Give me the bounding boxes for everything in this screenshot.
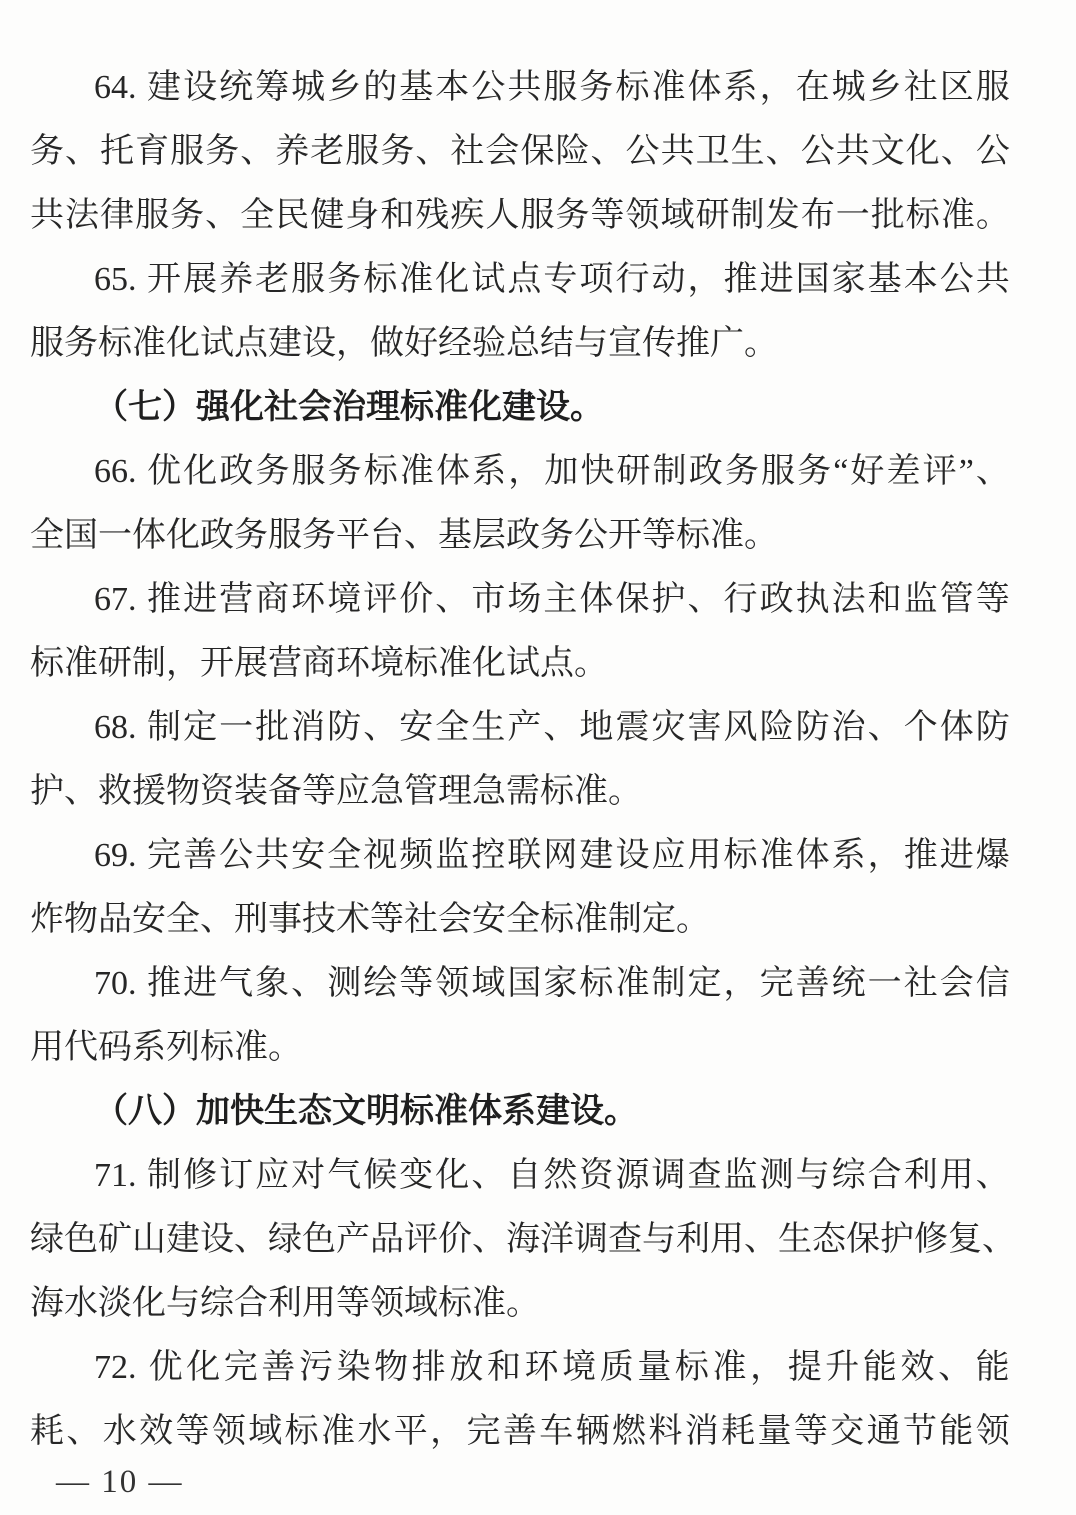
- paragraph-65-line-1: 65. 开 展 养 老 服 务 标 准 化 试 点 专 项 行 动 ， 推 进 国 家 基 本 公 共: [94, 261, 1010, 298]
- paragraph-69-line-1: 69. 完 善 公 共 安 全 视 频 监 控 联 网 建 设 应 用 标 准 体 系 ， 推 进 爆: [94, 837, 1010, 874]
- paragraph-65-line-2: 服务标准化试点建设，做好经验总结与宣传推广。: [30, 325, 778, 362]
- document-body: [30, 56, 1016, 1464]
- paragraph-69-line-2: 炸物品安全、刑事技术等社会安全标准制定。: [30, 901, 710, 938]
- paragraph-66-line-1: 66. 优 化 政 务 服 务 标 准 体 系 ， 加 快 研 制 政 务 服 务 “ 好 差 评 ” 、: [94, 453, 1010, 490]
- section-heading-7: （七）强化社会治理标准化建设。: [94, 389, 604, 426]
- paragraph-66-line-2: 全国一体化政务服务平台、基层政务公开等标准。: [30, 517, 778, 554]
- paragraph-72-line-1: 72. 优 化 完 善 污 染 物 排 放 和 环 境 质 量 标 准 ， 提 升 能 效 、 能: [94, 1349, 1010, 1386]
- paragraph-68-line-2: 护、救援物资装备等应急管理急需标准。: [30, 773, 642, 810]
- section-heading-8: （八）加快生态文明标准体系建设。: [94, 1093, 638, 1130]
- paragraph-70-line-2: 用代码系列标准。: [30, 1029, 302, 1066]
- paragraph-72-line-2: 耗 、 水 效 等 领 域 标 准 水 平 ， 完 善 车 辆 燃 料 消 耗 量 等 交 通 节 能 领: [30, 1413, 1010, 1450]
- paragraph-67-line-1: 67. 推 进 营 商 环 境 评 价 、 市 场 主 体 保 护 、 行 政 执 法 和 监 管 等: [94, 581, 1010, 618]
- paragraph-71-line-1: 71. 制 修 订 应 对 气 候 变 化 、 自 然 资 源 调 查 监 测 与 综 合 利 用 、: [94, 1157, 1010, 1194]
- paragraph-70-line-1: 70. 推 进 气 象 、 测 绘 等 领 域 国 家 标 准 制 定 ， 完 善 统 一 社 会 信: [94, 965, 1010, 1002]
- paragraph-64-line-2: 务 、 托 育 服 务 、 养 老 服 务 、 社 会 保 险 、 公 共 卫 生 、 公 共 文 化 、 公: [30, 133, 1010, 170]
- paragraph-71-line-2: 绿 色 矿 山 建 设 、 绿 色 产 品 评 价 、 海 洋 调 查 与 利 用 、 生 态 保 护 修 复 、: [30, 1221, 1016, 1258]
- paragraph-71-line-3: 海水淡化与综合利用等领域标准。: [30, 1285, 540, 1322]
- paragraph-64-line-1: 64. 建 设 统 筹 城 乡 的 基 本 公 共 服 务 标 准 体 系 ， 在 城 乡 社 区 服: [94, 69, 1010, 106]
- paragraph-64-line-3: 共 法 律 服 务 、 全 民 健 身 和 残 疾 人 服 务 等 领 域 研 制 发 布 一 批 标 准 。: [30, 197, 1010, 234]
- paragraph-68-line-1: 68. 制 定 一 批 消 防 、 安 全 生 产 、 地 震 灾 害 风 险 防 治 、 个 体 防: [94, 709, 1010, 746]
- paragraph-67-line-2: 标准研制，开展营商环境标准化试点。: [30, 645, 608, 682]
- page-number: — 10 —: [56, 1464, 184, 1500]
